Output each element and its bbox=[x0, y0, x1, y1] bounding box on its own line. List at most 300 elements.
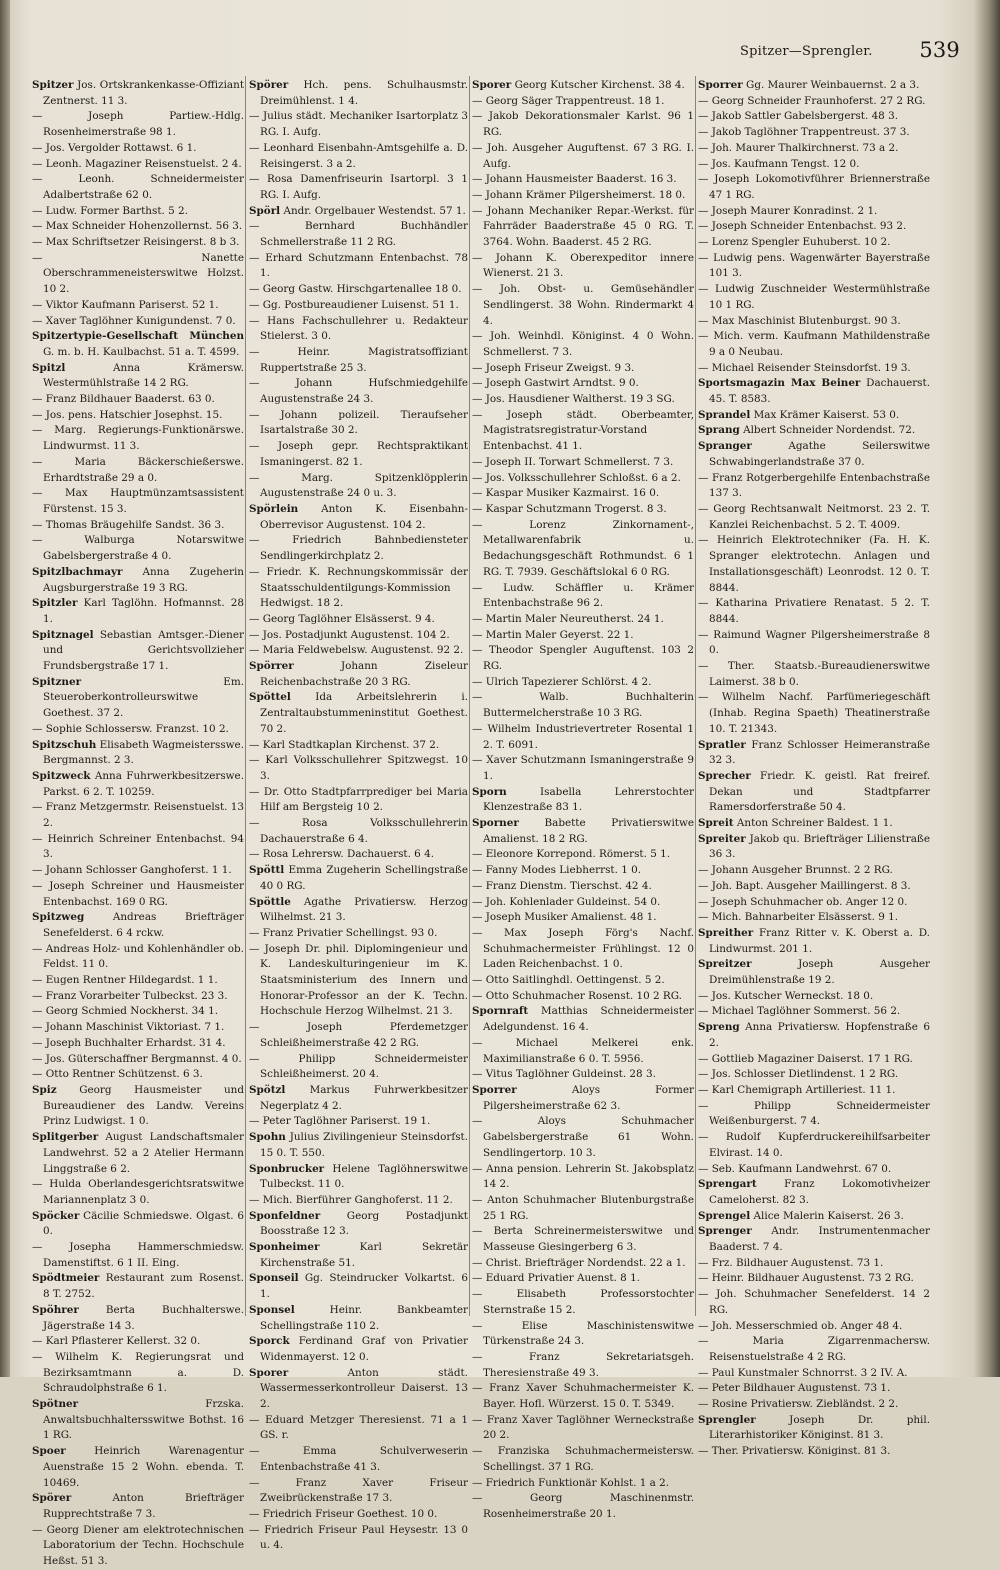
directory-entry bbox=[249, 471, 468, 502]
directory-entry bbox=[698, 204, 930, 220]
entry-details: Johann Ziseleur Reichenbachstraße 20 3 RG. bbox=[260, 660, 468, 688]
entry-details: — Kaspar Musiker Kazmairst. 16 0. bbox=[472, 487, 660, 500]
directory-entry bbox=[472, 502, 694, 518]
directory-entry bbox=[32, 1240, 244, 1271]
entry-details: — Georg Maschinenmstr. Rosenheimerstraße 20 1. bbox=[472, 1492, 694, 1520]
entry-details: — Max Maschinist Blutenburgst. 90 3. bbox=[698, 314, 901, 327]
directory-entry bbox=[32, 298, 244, 314]
directory-entry bbox=[698, 1130, 930, 1161]
entry-details: — Leonh. Schneidermeister Adalbertstraße 62 0. bbox=[32, 173, 244, 201]
directory-entry bbox=[249, 314, 468, 345]
entry-details: — Heinrich Schreiner Entenbachst. 94 3. bbox=[32, 832, 244, 861]
entry-details: Max Krämer Kaiserst. 53 0. bbox=[753, 408, 900, 421]
entry-surname: Spoer bbox=[32, 1445, 66, 1458]
entry-details: — Gg. Postbureaudiener Luisenst. 51 1. bbox=[249, 298, 459, 311]
directory-entry bbox=[698, 989, 930, 1005]
entry-surname: Spöhrer bbox=[32, 1303, 79, 1316]
entry-details: — Rosa Lehrersw. Dachauerst. 6 4. bbox=[249, 848, 435, 861]
entry-details: — Wilhelm Nachf. Parfümeriegeschäft (Inhab. Regina Spaeth) Theatinerstraße 10. T. 21343. bbox=[698, 691, 930, 735]
entry-details: — Anna pension. Lehrerin St. Jakobsplatz 14 2. bbox=[472, 1162, 694, 1191]
directory-entry bbox=[698, 879, 930, 895]
directory-entry bbox=[249, 942, 468, 1021]
directory-entry bbox=[472, 973, 694, 989]
entry-details: — Lorenz Spengler Euhuberst. 10 2. bbox=[698, 236, 891, 249]
entry-details: — Joseph Schneider Entenbachst. 93 2. bbox=[698, 220, 907, 233]
entry-details: — Mich. verm. Kaufmann Mathildenstraße 9 a 0 Neubau. bbox=[698, 330, 930, 358]
entry-details: Helene Taglöhnerswitwe Tulbeckst. 11 0. bbox=[260, 1162, 468, 1191]
entry-details: — Jos. Kutscher Werneckst. 18 0. bbox=[698, 989, 874, 1002]
directory-entry bbox=[32, 423, 244, 454]
directory-entry bbox=[249, 1271, 468, 1302]
directory-entry bbox=[249, 690, 468, 737]
entry-details: Elisabeth Wagmeistersswe. Bergmannst. 2 3. bbox=[43, 738, 244, 767]
entry-surname: Spiz bbox=[32, 1084, 57, 1096]
entry-details: — Franz Dienstm. Tierschst. 42 4. bbox=[472, 879, 652, 892]
entry-details: — Erhard Schutzmann Entenbachst. 78 1. bbox=[249, 251, 468, 280]
directory-entry bbox=[472, 1083, 694, 1114]
directory-entry bbox=[698, 1381, 930, 1397]
entry-surname: Sponbrucker bbox=[249, 1162, 325, 1175]
entry-surname: Spornraft bbox=[472, 1005, 529, 1018]
entry-details: — Friedr. K. Rechnungskommissär der Staatsschuldentilgungs-Kommission Hedwigst. 18 2. bbox=[249, 565, 468, 610]
directory-entry bbox=[249, 612, 468, 628]
entry-details: — Johann Schlosser Ganghoferst. 1 1. bbox=[32, 864, 232, 877]
entry-surname: Spitzweck bbox=[32, 769, 91, 782]
entry-surname: Spitzlbachmayr bbox=[32, 565, 123, 578]
entry-details: — Johann Mechaniker Repar.-Werkst. für Fahrräder Baaderstraße 45 0 RG. T. 3764. Wohn. Baaderst. 45 2 RG. bbox=[472, 204, 694, 249]
entry-surname: Spötzl bbox=[249, 1084, 286, 1096]
directory-entry bbox=[698, 125, 930, 141]
directory-entry bbox=[698, 659, 930, 690]
directory-entry bbox=[698, 471, 930, 502]
entry-details: — Ther. Staatsb.-Bureaudienerswitwe Laimerst. 38 b 0. bbox=[698, 660, 930, 688]
directory-entry bbox=[698, 329, 930, 360]
book-spine-shadow bbox=[0, 0, 10, 1377]
entry-details: — Johann Hausmeister Baaderst. 16 3. bbox=[472, 173, 677, 186]
entry-details: — Vitus Taglöhner Guldeinst. 28 3. bbox=[472, 1068, 656, 1081]
entry-details: — Emma Schulverweserin Entenbachstraße 41 3. bbox=[249, 1445, 468, 1473]
entry-details: — Frz. Bildhauer Augustenst. 73 1. bbox=[698, 1256, 884, 1269]
entry-details: — Rudolf Kupferdruckereihilfsarbeiter Elvirast. 14 0. bbox=[698, 1131, 930, 1159]
directory-entry bbox=[698, 219, 930, 235]
directory-entry bbox=[249, 408, 468, 439]
entry-details: — Joh. Weinhdl. Königinst. 4 0 Wohn. Schmellerst. 7 3. bbox=[472, 330, 694, 358]
entry-details: — Theodor Spengler Auguftenst. 103 2 RG. bbox=[472, 644, 694, 673]
entry-surname: Sprandel bbox=[698, 408, 751, 421]
entry-details: — Eugen Rentner Hildegardst. 1 1. bbox=[32, 974, 218, 987]
column-3 bbox=[472, 78, 694, 1520]
directory-entry bbox=[698, 1099, 930, 1130]
directory-entry bbox=[472, 486, 694, 502]
entry-surname: Sporrer bbox=[698, 79, 743, 91]
entry-details: Franz Lokomotivheizer Cameloherst. 82 3. bbox=[709, 1178, 930, 1206]
entry-surname: Spitzer bbox=[32, 79, 74, 91]
entry-surname: Spreit bbox=[698, 817, 734, 830]
directory-entry bbox=[472, 847, 694, 863]
entry-details: Dachauerst. 45. T. 8583. bbox=[709, 377, 930, 406]
directory-entry bbox=[698, 282, 930, 313]
directory-entry bbox=[698, 1162, 930, 1178]
directory-entry bbox=[249, 282, 468, 298]
directory-entry bbox=[249, 565, 468, 612]
directory-entry bbox=[249, 1193, 468, 1209]
directory-entry bbox=[698, 832, 930, 863]
entry-details: — Joseph Friseur Zweigst. 9 3. bbox=[472, 361, 635, 374]
entry-details: — Rosa Volksschullehrerin Dachauerstraße 6 4. bbox=[249, 817, 468, 845]
entry-details: — Leonhard Eisenbahn-Amtsgehilfe a. D. Reisingerst. 3 a 2. bbox=[249, 141, 468, 170]
column-2 bbox=[249, 78, 469, 1552]
entry-surname: Sprengart bbox=[698, 1178, 757, 1191]
entry-details: — Georg Säger Trappentreust. 18 1. bbox=[472, 94, 665, 107]
entry-details: Heinrich Warenagentur Auenstraße 15 2 Wohn. ebenda. T. 10469. bbox=[43, 1445, 244, 1489]
directory-entry bbox=[32, 314, 244, 330]
entry-details: — Lorenz Zinkornament-, Metallwarenfabrik u. Bedachungsgeschäft Rothmundst. 6 1 RG. T. 7939. Geschäftslokal 6 0 RG. bbox=[472, 518, 694, 578]
entry-details: — Eduard Metzger Theresienst. 71 a 1 GS. r. bbox=[249, 1413, 468, 1442]
entry-details: — Anton Schuhmacher Blutenburgstraße 25 1 RG. bbox=[472, 1193, 694, 1222]
entry-details: Anton städt. Wassermesserkontrolleur Daiserst. 13 2. bbox=[260, 1366, 468, 1411]
directory-entry bbox=[249, 895, 468, 926]
entry-details: — Nanette Oberschrammeneisterswitwe Holzst. 10 2. bbox=[32, 251, 244, 296]
entry-details: Anton Briefträger Rupprechtstraße 7 3. bbox=[43, 1492, 244, 1520]
entry-details: — Jos. Schlosser Dietlindenst. 1 2 RG. bbox=[698, 1068, 899, 1081]
entry-details: — Raimund Wagner Pilgersheimerstraße 8 0. bbox=[698, 628, 930, 657]
directory-entry bbox=[698, 141, 930, 157]
directory-entry bbox=[249, 1209, 468, 1240]
entry-details: — Jos. Güterschaffner Bergmannst. 4 0. bbox=[32, 1052, 242, 1065]
directory-entry bbox=[472, 109, 694, 140]
directory-entry bbox=[698, 423, 930, 439]
entry-details: — Josepha Hammerschmiedsw. Damenstiftst. 6 1 II. Eing. bbox=[32, 1241, 244, 1269]
directory-entry bbox=[249, 1523, 468, 1554]
entry-details: Em. Steueroberkontrolleurswitwe Goethest. 37 2. bbox=[43, 675, 244, 720]
entry-details: — Walburga Notarswitwe Gabelsbergerstraße 4 0. bbox=[32, 534, 244, 563]
directory-entry bbox=[32, 1177, 244, 1208]
directory-entry bbox=[698, 1366, 930, 1382]
entry-details: — Johann Ausgeher Brunnst. 2 2 RG. bbox=[698, 864, 893, 877]
directory-entry bbox=[32, 1350, 244, 1397]
entry-details: — Rosine Privatiersw. Ziebländst. 2 2. bbox=[698, 1398, 899, 1411]
entry-details: Anna Fuhrwerkbesitzerswe. Parkst. 6 2. T. 10259. bbox=[43, 769, 244, 798]
entry-details: — Karl Pflasterer Kellerst. 32 0. bbox=[32, 1335, 201, 1348]
entry-surname: Sponseil bbox=[249, 1272, 299, 1285]
directory-entry bbox=[32, 1067, 244, 1083]
directory-entry bbox=[249, 1052, 468, 1083]
directory-entry bbox=[472, 141, 694, 172]
entry-details: — Joseph Maurer Konradinst. 2 1. bbox=[698, 204, 878, 217]
directory-entry bbox=[249, 659, 468, 690]
entry-details: — Johann Krämer Pilgersheimerst. 18 0. bbox=[472, 188, 686, 201]
entry-details: — Dr. Otto Stadtpfarrprediger bei Maria Hilf am Bergsteig 10 2. bbox=[249, 785, 468, 814]
entry-details: — Friedrich Friseur Goethest. 10 0. bbox=[249, 1507, 438, 1520]
directory-entry bbox=[249, 1366, 468, 1413]
entry-details: — Franziska Schuhmachermeistersw. Schellingst. 37 1 RG. bbox=[472, 1445, 694, 1473]
entry-surname: Spranger bbox=[698, 440, 752, 453]
entry-surname: Spödtmeier bbox=[32, 1272, 100, 1285]
entry-details: — Ulrich Tapezierer Schlörst. 4 2. bbox=[472, 675, 652, 688]
entry-details: Babette Privatierswitwe Amalienst. 18 2 RG. bbox=[483, 817, 694, 845]
entry-details: — Franz Rotgerbergehilfe Entenbachstraße 137 3. bbox=[698, 471, 930, 500]
directory-entry bbox=[698, 769, 930, 816]
entry-details: — Rosa Damenfriseurin Isartorpl. 3 1 RG. I. Aufg. bbox=[249, 173, 468, 201]
directory-entry bbox=[698, 78, 930, 94]
entry-surname: Spohn bbox=[249, 1131, 286, 1144]
entry-details: — Maria Zigarrenmachersw. Reisenstuelstraße 4 2 RG. bbox=[698, 1335, 930, 1363]
directory-entry bbox=[32, 533, 244, 564]
directory-entry bbox=[249, 926, 468, 942]
entry-surname: Spörrer bbox=[249, 660, 294, 673]
directory-entry bbox=[32, 596, 244, 627]
directory-entry bbox=[698, 235, 930, 251]
directory-entry bbox=[698, 314, 930, 330]
entry-surname: Sprenger bbox=[698, 1225, 752, 1238]
directory-entry bbox=[698, 816, 930, 832]
directory-entry bbox=[472, 172, 694, 188]
entry-details: Agathe Privatiersw. Herzog Wilhelmst. 21 3. bbox=[260, 895, 468, 924]
entry-details: — Joh. Obst- u. Gemüsehändler Sendlingerst. 38 Wohn. Rindermarkt 4 4. bbox=[472, 283, 694, 327]
directory-entry bbox=[32, 1491, 244, 1522]
directory-entry bbox=[698, 157, 930, 173]
entry-details: — Kaspar Schutzmann Trogerst. 8 3. bbox=[472, 502, 667, 515]
entry-details: — Leonh. Magaziner Reisenstuelst. 2 4. bbox=[32, 157, 242, 170]
directory-entry bbox=[472, 1036, 694, 1067]
entry-surname: Spöcker bbox=[32, 1209, 80, 1222]
entry-details: Matthias Schneidermeister Adelgundenst. 16 4. bbox=[483, 1005, 694, 1034]
directory-entry bbox=[32, 989, 244, 1005]
entry-details: — Joseph Lokomotivführer Briennerstraße 47 1 RG. bbox=[698, 173, 930, 201]
directory-entry bbox=[472, 879, 694, 895]
entry-details: — Jakob Dekorationsmaler Karlst. 96 1 RG. bbox=[472, 110, 694, 139]
entry-details: Markus Fuhrwerkbesitzer Negerplatz 4 2. bbox=[260, 1084, 468, 1112]
entry-surname: Spitzler bbox=[32, 597, 78, 610]
entry-details: — Katharina Privatiere Renatast. 5 2. T. 8844. bbox=[698, 597, 930, 625]
directory-entry bbox=[32, 1052, 244, 1068]
entry-details: — Michael Taglöhner Sommerst. 56 2. bbox=[698, 1005, 901, 1018]
directory-entry bbox=[32, 329, 244, 360]
entry-details: — Joseph Partiew.-Hdlg. Rosenheimerstraße 98 1. bbox=[32, 110, 244, 139]
entry-details: — Karl Chemigraph Artilleriest. 11 1. bbox=[698, 1084, 896, 1096]
directory-entry bbox=[472, 1224, 694, 1255]
directory-entry bbox=[32, 486, 244, 517]
directory-entry bbox=[472, 392, 694, 408]
directory-entry bbox=[472, 1287, 694, 1318]
directory-entry bbox=[249, 628, 468, 644]
directory-entry bbox=[472, 863, 694, 879]
entry-details: — Joh. Messerschmied ob. Anger 48 4. bbox=[698, 1319, 903, 1332]
entry-details: — Johann Hufschmiedgehilfe Augustenstraße 24 3. bbox=[249, 377, 468, 406]
entry-details: Restaurant zum Rosenst. 8 T. 2752. bbox=[43, 1272, 244, 1301]
directory-entry bbox=[32, 800, 244, 831]
entry-details: — Joh. Bapt. Ausgeher Maillingerst. 8 3. bbox=[698, 879, 911, 892]
entry-details: — Ludwig Zuschneider Westermühlstraße 10 1 RG. bbox=[698, 283, 930, 311]
entry-details: Albert Schneider Nordendst. 72. bbox=[743, 424, 916, 437]
entry-details: — Joh. Schuhmacher Senefelderst. 14 2 RG. bbox=[698, 1288, 930, 1316]
column-1 bbox=[32, 78, 245, 1568]
entry-details: — Friedrich Bahnbediensteter Sendlingerkirchplatz 2. bbox=[249, 534, 468, 563]
entry-details: — Otto Schuhmacher Rosenst. 10 2 RG. bbox=[472, 989, 682, 1002]
entry-surname: Spörer bbox=[249, 79, 289, 91]
entry-details: — Wilhelm K. Regierungsrat und Bezirksamtmann a. D. Schraudolphstraße 6 1. bbox=[32, 1350, 244, 1395]
entry-details: — Joh. Kohlenlader Guldeinst. 54 0. bbox=[472, 895, 661, 908]
entry-surname: Sprecher bbox=[698, 769, 751, 782]
entry-details: — Jos. Postadjunkt Augustenst. 104 2. bbox=[249, 628, 450, 641]
directory-entry bbox=[472, 455, 694, 471]
entry-details: — Heinr. Bildhauer Augustenst. 73 2 RG. bbox=[698, 1272, 914, 1285]
entry-details: — Georg Schmied Nockherst. 34 1. bbox=[32, 1005, 219, 1018]
directory-entry bbox=[32, 832, 244, 863]
entry-details: — Georg Diener am elektrotechnischen Laboratorium der Techn. Hochschule Heßst. 51 3. bbox=[32, 1523, 244, 1568]
entry-details: — Joseph Musiker Amalienst. 48 1. bbox=[472, 911, 657, 924]
entry-details: — Peter Taglöhner Pariserst. 19 1. bbox=[249, 1115, 431, 1128]
entry-details: — Joseph Dr. phil. Diplomingenieur und K. Landeskulturingenieur im K. Staatsministerium des Innern und Honorar-Professor an der K. Techn. Hochschule Herzog Wilhelmst. 21 3. bbox=[249, 942, 468, 1018]
entry-details: — Elise Maschinistenswitwe Türkenstraße 24 3. bbox=[472, 1319, 694, 1348]
entry-surname: Spörl bbox=[249, 204, 281, 217]
entry-details: — Franz Vorarbeiter Tulbeckst. 23 3. bbox=[32, 989, 228, 1002]
directory-entry bbox=[472, 1491, 694, 1522]
entry-surname: Spöttle bbox=[249, 895, 291, 908]
directory-entry bbox=[472, 816, 694, 847]
entry-surname: Sprengler bbox=[698, 1413, 756, 1426]
entry-details: — Max Joseph Förg's Nachf. Schuhmachermeister Frühlingst. 12 0 Laden Reichenbachst. 1 0. bbox=[472, 926, 694, 971]
entry-details: — Eduard Privatier Auenst. 8 1. bbox=[472, 1272, 640, 1285]
entry-details: — Ther. Privatiersw. Königinst. 81 3. bbox=[698, 1445, 891, 1458]
directory-entry bbox=[249, 1476, 468, 1507]
directory-entry bbox=[32, 1397, 244, 1444]
directory-entry bbox=[472, 471, 694, 487]
directory-entry bbox=[249, 298, 468, 314]
entry-surname: Spörer bbox=[32, 1492, 72, 1505]
entry-details: — Jos. Hausdiener Waltherst. 19 3 SG. bbox=[472, 393, 675, 406]
directory-entry bbox=[32, 219, 244, 235]
directory-entry bbox=[32, 361, 244, 392]
entry-details: — Georg Schneider Fraunhoferst. 27 2 RG. bbox=[698, 94, 926, 107]
directory-entry bbox=[472, 1067, 694, 1083]
entry-details: — Franz Sekretariatsgeh. Theresienstraße 49 3. bbox=[472, 1350, 694, 1379]
entry-details: — Otto Rentner Schützenst. 6 3. bbox=[32, 1068, 203, 1081]
directory-entry bbox=[32, 910, 244, 941]
entry-details: — Franz Metzgermstr. Reisenstuelst. 13 2. bbox=[32, 801, 245, 830]
directory-entry bbox=[472, 251, 694, 282]
entry-details: — Christ. Briefträger Nordendst. 22 a 1. bbox=[472, 1256, 686, 1269]
directory-entry bbox=[32, 1209, 244, 1240]
entry-surname: Sporer bbox=[472, 79, 512, 91]
directory-entry bbox=[32, 392, 244, 408]
entry-details: — Max Schneider Hohenzollernst. 56 3. bbox=[32, 220, 243, 233]
directory-entry bbox=[32, 172, 244, 203]
directory-entry bbox=[472, 785, 694, 816]
entry-surname: Sprengel bbox=[698, 1209, 751, 1222]
entry-details: — Johann Maschinist Viktoriast. 7 1. bbox=[32, 1021, 225, 1034]
directory-entry bbox=[249, 109, 468, 140]
directory-entry bbox=[32, 408, 244, 424]
directory-entry bbox=[32, 518, 244, 534]
directory-entry bbox=[32, 78, 244, 109]
directory-entry bbox=[249, 78, 468, 109]
directory-entry bbox=[32, 235, 244, 251]
entry-details: Anna Privatiersw. Hopfenstraße 6 2. bbox=[709, 1021, 930, 1049]
entry-details: — Aloys Schuhmacher Gabelsbergerstraße 61 Wohn. Sendlingertorp. 10 3. bbox=[472, 1115, 694, 1159]
entry-details: — Maria Feldwebelsw. Augustenst. 92 2. bbox=[249, 644, 464, 657]
directory-entry bbox=[472, 926, 694, 973]
entry-details: — Jos. Vergolder Rottawst. 6 1. bbox=[32, 141, 197, 154]
directory-entry bbox=[32, 109, 244, 140]
entry-surname: Sporer bbox=[249, 1366, 289, 1379]
directory-entry bbox=[472, 376, 694, 392]
entry-surname: Spitzner bbox=[32, 675, 82, 688]
entry-details: — Karl Volksschullehrer Spitzwegst. 10 3. bbox=[249, 754, 468, 782]
entry-surname: Spreiter bbox=[698, 832, 746, 845]
entry-details: — Maria Bäckerschießerswe. Erhardtstraße 29 a 0. bbox=[32, 455, 244, 484]
directory-entry bbox=[698, 94, 930, 110]
entry-surname: Sporner bbox=[472, 817, 519, 830]
directory-entry bbox=[32, 251, 244, 298]
directory-entry bbox=[698, 690, 930, 737]
entry-surname: Spitzweg bbox=[32, 911, 85, 924]
directory-entry bbox=[698, 1256, 930, 1272]
entry-details: — Jakob Taglöhner Trappentreust. 37 3. bbox=[698, 126, 910, 139]
entry-details: — Jakob Sattler Gabelsbergerst. 48 3. bbox=[698, 110, 899, 123]
directory-entry bbox=[32, 1523, 244, 1570]
directory-entry bbox=[698, 1319, 930, 1335]
entry-details: — Joseph Gastwirt Arndtst. 9 0. bbox=[472, 377, 639, 390]
entry-details: — Peter Bildhauer Augustenst. 73 1. bbox=[698, 1382, 891, 1395]
directory-entry bbox=[32, 722, 244, 738]
directory-entry bbox=[32, 942, 244, 973]
entry-details: — Michael Reisender Steinsdorfst. 19 3. bbox=[698, 361, 911, 374]
entry-details: Jos. Ortskrankenkasse-Offiziant Zentnerst. 11 3. bbox=[43, 79, 244, 107]
entry-details: — Philipp Schneidermeister Weißenburgerst. 7 4. bbox=[698, 1099, 930, 1128]
entry-details: — Martin Maler Geyerst. 22 1. bbox=[472, 628, 634, 641]
entry-surname: Sporrer bbox=[472, 1084, 517, 1096]
entry-details: — Paul Kunstmaler Schnorrst. 3 2 IV. A. bbox=[698, 1366, 908, 1379]
directory-entry bbox=[698, 1052, 930, 1068]
directory-entry bbox=[472, 989, 694, 1005]
directory-entry bbox=[472, 94, 694, 110]
directory-entry bbox=[698, 596, 930, 627]
directory-entry bbox=[32, 1130, 244, 1177]
directory-entry bbox=[698, 1224, 930, 1255]
entry-details: — Berta Schreinermeisterswitwe und Masseuse Giesingerberg 6 3. bbox=[472, 1225, 694, 1254]
column-divider bbox=[469, 76, 470, 1316]
directory-entry bbox=[32, 455, 244, 486]
entry-details: Cäcilie Schmiedswe. Olgast. 6 0. bbox=[43, 1209, 244, 1238]
directory-entry bbox=[249, 753, 468, 784]
directory-entry bbox=[472, 1476, 694, 1492]
directory-entry bbox=[32, 769, 244, 800]
entry-surname: Spreitzer bbox=[698, 958, 752, 971]
entry-surname: Splitgerber bbox=[32, 1131, 99, 1144]
running-head: Spitzer—Sprengler. bbox=[740, 44, 873, 59]
entry-details: — Andreas Holz- und Kohlenhändler ob. Feldst. 11 0. bbox=[32, 942, 244, 971]
directory-entry bbox=[698, 439, 930, 470]
entry-surname: Spreither bbox=[698, 926, 754, 939]
directory-entry bbox=[698, 1334, 930, 1365]
directory-entry bbox=[698, 109, 930, 125]
directory-entry bbox=[472, 1114, 694, 1161]
entry-details: — Ludw. Schäffler u. Krämer Entenbachstraße 96 2. bbox=[472, 581, 694, 610]
entry-details: — Joseph Schuhmacher ob. Anger 12 0. bbox=[698, 895, 908, 908]
directory-entry bbox=[32, 565, 244, 596]
entry-details: Berta Buchhalterswe. Jägerstraße 14 3. bbox=[43, 1303, 244, 1332]
entry-details: — Walb. Buchhalterin Buttermelcherstraße 10 3 RG. bbox=[472, 691, 694, 720]
directory-entry bbox=[249, 1083, 468, 1114]
entry-details: — Mich. Bierführer Ganghoferst. 11 2. bbox=[249, 1193, 453, 1206]
directory-entry bbox=[249, 1303, 468, 1334]
directory-entry bbox=[249, 439, 468, 470]
entry-details: — Hans Fachschullehrer u. Redakteur Stielerst. 3 0. bbox=[249, 314, 468, 343]
entry-details: — Jos. Volksschullehrer Schloßst. 6 a 2. bbox=[472, 471, 681, 484]
directory-entry bbox=[249, 376, 468, 407]
entry-details: — Mich. Bahnarbeiter Elsässerst. 9 1. bbox=[698, 911, 899, 924]
